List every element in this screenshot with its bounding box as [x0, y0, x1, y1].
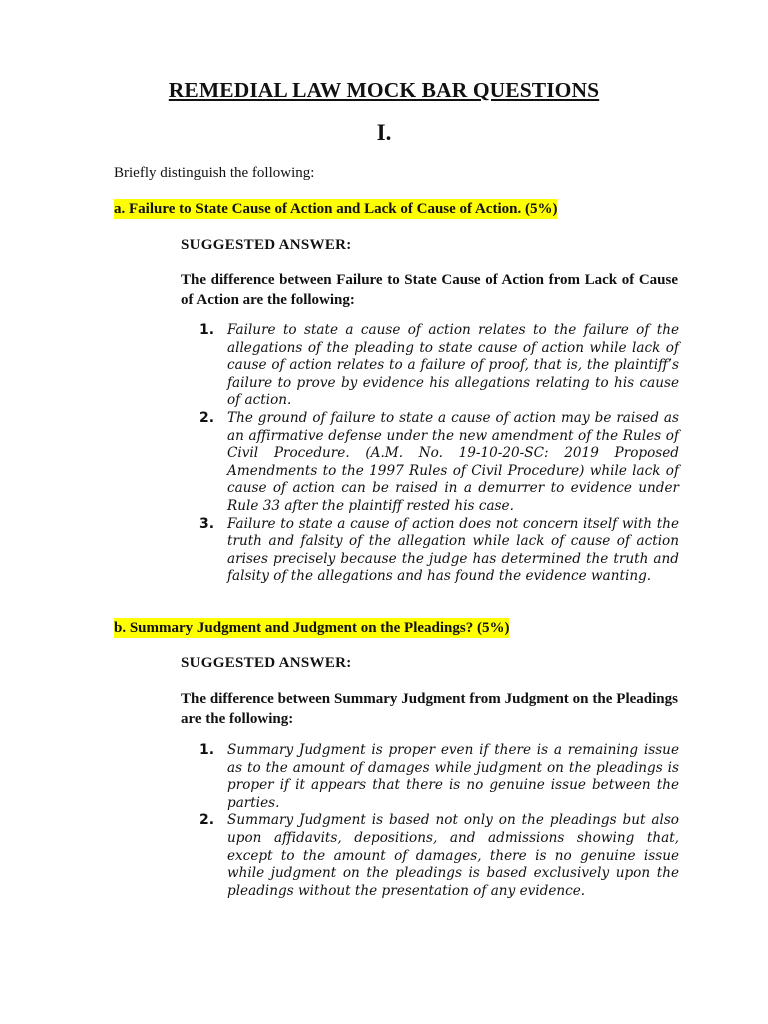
answer-list-b — [199, 742, 679, 900]
answer-lead-b: The difference between Summary Judgment from Judgment on the Pleadings are the following: — [181, 691, 678, 727]
list-item — [199, 516, 679, 586]
suggested-answer-label-b: SUGGESTED ANSWER: — [181, 655, 352, 671]
list-item — [199, 410, 679, 516]
list-item-number: 1. — [199, 322, 215, 338]
list-item — [199, 812, 679, 900]
list-item-number: 3. — [199, 515, 215, 532]
list-item-number: 1. — [199, 742, 215, 758]
list-item-text: The ground of failure to state a cause of action may be raised as an affirmative defense under the new amendment of the Rules of Civil Procedure. (A.M. No. 19-10-20-SC: 2019 Proposed Amendments to the 1997 Rules of Civil Procedure) while lack of cause of action can be raised in a demurrer to evidence under Rule 33 after the plaintiff rested his case. — [227, 409, 679, 514]
list-item-text: Summary Judgment is proper even if there is a remaining issue as to the amount of damages while judgment on the pleadings is proper if it appears that there is no genuine issue between the parties. — [227, 742, 679, 811]
list-item-number: 2. — [199, 812, 215, 829]
question-a-heading — [114, 201, 557, 218]
list-item-text: Summary Judgment is based not only on the pleadings but also upon affidavits, depositions, and admissions showing that, except to the amount of damages, there is no genuine issue while judgment on the pleadings is based exclusively upon the pleadings without the presentation of any evidence. — [227, 812, 679, 899]
answer-list-a — [199, 322, 679, 586]
suggested-answer-label-a: SUGGESTED ANSWER: — [181, 237, 352, 253]
instructions-text: Briefly distinguish the following: — [114, 165, 315, 181]
list-item — [199, 322, 679, 410]
question-a-highlight: a. Failure to State Cause of Action and Lack of Cause of Action. (5%) — [114, 201, 558, 217]
question-b-highlight: b. Summary Judgment and Judgment on the Pleadings? (5%) — [114, 620, 510, 636]
document-title: REMEDIAL LAW MOCK BAR QUESTIONS — [168, 78, 600, 102]
answer-lead-a: The difference between Failure to State Cause of Action from Lack of Cause of Action are the following: — [181, 272, 678, 308]
list-item — [199, 742, 679, 812]
list-item-text: Failure to state a cause of action does not concern itself with the truth and falsity of the allegation while lack of cause of action arises precisely because the judge has determined the truth and falsity of the allegations and has found the evidence wanting. — [227, 515, 679, 585]
section-numeral: I. — [376, 120, 392, 145]
list-item-text: Failure to state a cause of action relates to the failure of the allegations of the pleading to state cause of action while lack of cause of action relates to a failure of proof, that is, the plaintiff’s failure to prove by evidence his allegations relating to his cause of action. — [227, 322, 679, 409]
list-item-number: 2. — [199, 409, 215, 426]
question-b-heading — [114, 620, 509, 637]
